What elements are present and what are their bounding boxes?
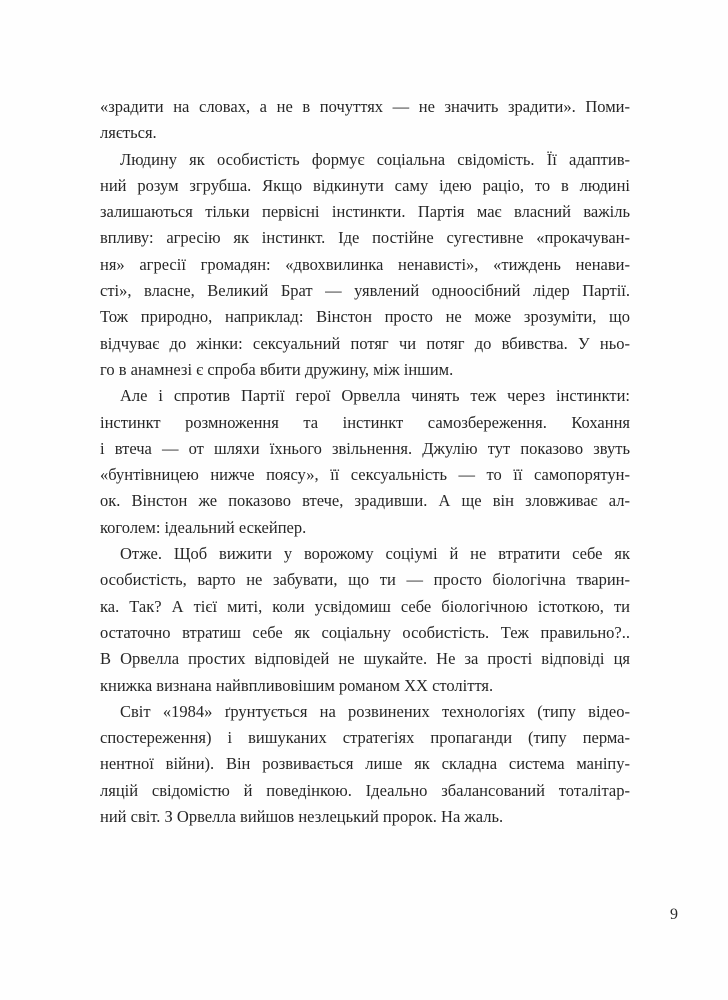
paragraph-3 — [100, 383, 630, 541]
paragraph-1 — [100, 94, 630, 147]
text-line: «бунтівницею нижче поясу», її сексуальність — то її самопорятун- — [100, 465, 630, 485]
text-line: коголем: ідеальний ескейпер. — [100, 517, 307, 537]
text-line: і втеча — от шляхи їхнього звільнення. Джулію тут показово звуть — [100, 438, 630, 458]
text-line: Але і спротив Партії герої Орвелла чинять теж через інстинкти: — [120, 386, 630, 406]
text-line: Отже. Щоб вижити у ворожому соціумі й не втратити себе як — [120, 544, 630, 564]
text-line: впливу: агресію як інстинкт. Іде постійне сугестивне «прокачуван- — [100, 228, 630, 248]
paragraph-2 — [100, 147, 630, 384]
text-line: Світ «1984» ґрунтується на розвинених технологіях (типу відео- — [120, 701, 630, 721]
text-line: ний світ. З Орвелла вийшов незлецький пророк. На жаль. — [100, 807, 504, 827]
text-line: особистість, варто не забувати, що ти — просто біологічна тварин- — [100, 570, 630, 590]
text-line: спостереження) і вишуканих стратегіях пропаганди (типу перма- — [100, 728, 630, 748]
text-line: Людину як особистість формує соціальна свідомість. Її адаптив- — [120, 149, 630, 169]
text-line: го в анамнезі є спроба вбити дружину, між іншим. — [100, 359, 454, 379]
text-line: ляцій свідомістю й поведінкою. Ідеально збалансований тоталітар- — [100, 780, 630, 800]
paragraph-5 — [100, 699, 630, 830]
text-line: ка. Так? А тієї миті, коли усвідомиш себе біологічною істоткою, ти — [100, 596, 630, 616]
text-line: книжка визнана найвпливовішим романом ХХ століття. — [100, 675, 494, 695]
text-line: «зрадити на словах, а не в почуттях — не значить зрадити». Поми- — [100, 97, 630, 116]
text-line: ня» агресії громадян: «двохвилинка ненависті», «тиждень ненави- — [100, 254, 630, 274]
page-number: 9 — [670, 906, 678, 923]
body-text — [100, 94, 630, 830]
text-line: відчуває до жінки: сексуальний потяг чи потяг до вбивства. У ньо- — [100, 333, 630, 353]
text-line: В Орвелла простих відповідей не шукайте. Не за прості відповіді ця — [100, 649, 630, 669]
paragraph-4 — [100, 541, 630, 699]
text-line: сті», власне, Великий Брат — уявлений одноосібний лідер Партії. — [100, 281, 630, 301]
text-line: нентної війни). Він розвивається лише як складна система маніпу- — [100, 754, 630, 774]
text-line: остаточно втратиш себе як соціальну особистість. Теж правильно?.. — [100, 622, 630, 642]
text-line: ок. Вінстон же показово втече, зрадивши. А ще він зловживає ал- — [100, 491, 630, 511]
text-line: ляється. — [100, 123, 157, 143]
text-line: Тож природно, наприклад: Вінстон просто не може зрозуміти, що — [100, 307, 630, 327]
text-line: інстинкт розмноження та інстинкт самозбереження. Кохання — [100, 412, 630, 432]
text-line: ний розум згрубша. Якщо відкинути саму ідею раціо, то в людині — [100, 175, 630, 195]
text-line: залишаються тільки первісні інстинкти. Партія має власний важіль — [100, 202, 630, 222]
